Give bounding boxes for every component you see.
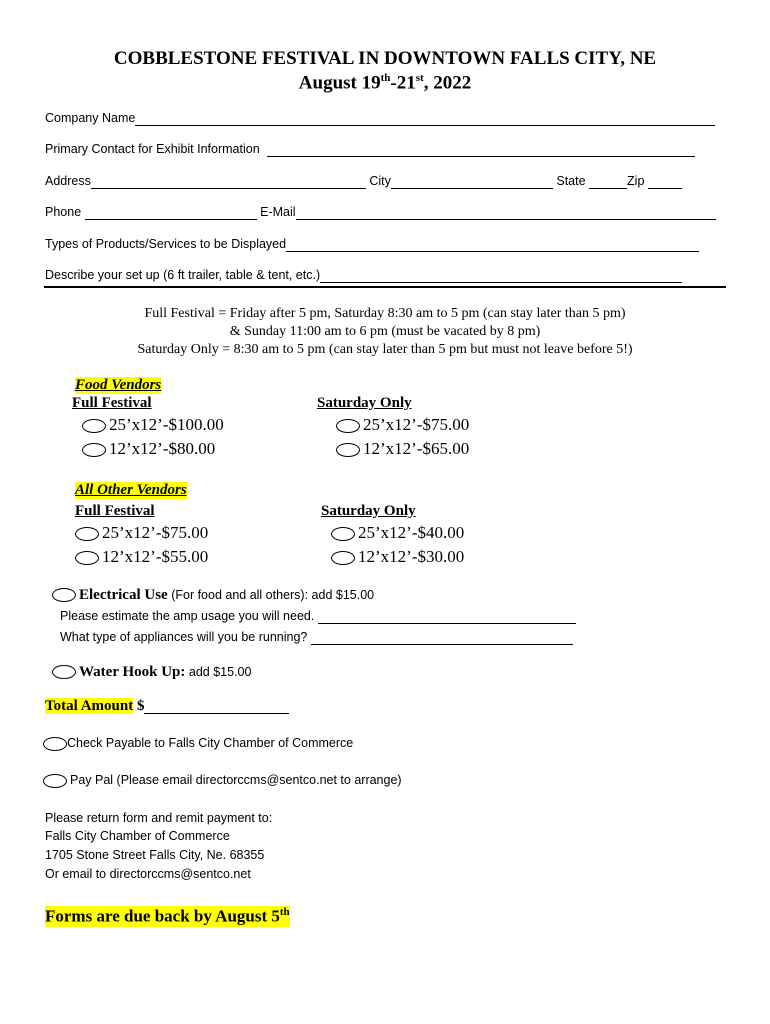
amp-usage-label: Please estimate the amp usage you will need.	[60, 609, 315, 623]
dates-start-suffix: th	[380, 72, 391, 84]
return-line3: 1705 Stone Street Falls City, Ne. 68355	[45, 848, 265, 862]
other-sat-option-small-label: 12’x12’-$30.00	[358, 547, 465, 566]
schedule-full-line2: & Sunday 11:00 am to 6 pm (must be vacated by 8 pm)	[229, 324, 541, 339]
food-saturday-heading: Saturday Only	[317, 395, 412, 411]
contact-row	[45, 142, 695, 157]
radio-oval-icon[interactable]	[52, 665, 76, 679]
water-label: Water Hook Up:	[79, 664, 186, 680]
electrical-label: Electrical Use	[79, 587, 168, 603]
electrical-note: (For food and all others): add $15.00	[167, 588, 375, 602]
return-line1: Please return form and remit payment to:	[45, 811, 273, 825]
schedule-saturday: Saturday Only = 8:30 am to 5 pm (can stay later than 5 pm but must not leave before 5!)	[137, 342, 633, 357]
zip-label: Zip	[627, 174, 645, 188]
radio-oval-icon[interactable]	[75, 551, 99, 565]
setup-field[interactable]	[320, 269, 682, 283]
dates-year: , 2022	[423, 72, 472, 94]
appliances-field[interactable]	[311, 631, 573, 645]
phone-field[interactable]	[85, 206, 257, 220]
other-full-option-large[interactable]	[75, 523, 208, 543]
food-full-option-large[interactable]	[82, 415, 224, 435]
total-row	[45, 698, 289, 715]
form-title: COBBLESTONE FESTIVAL IN DOWNTOWN FALLS CITY, NE	[113, 48, 657, 69]
state-field[interactable]	[589, 175, 627, 189]
city-label: City	[369, 174, 391, 188]
food-sat-option-large[interactable]	[336, 415, 469, 435]
dates-start: August 19	[298, 72, 381, 94]
event-dates	[0, 72, 770, 94]
radio-oval-icon[interactable]	[331, 551, 355, 565]
return-line2: Falls City Chamber of Commerce	[45, 829, 230, 843]
radio-oval-icon[interactable]	[52, 588, 76, 602]
other-sat-option-large[interactable]	[331, 523, 464, 543]
radio-oval-icon[interactable]	[75, 527, 99, 541]
address-label: Address	[45, 174, 91, 188]
other-sat-option-small[interactable]	[331, 547, 464, 567]
email-field[interactable]	[296, 206, 716, 220]
food-sat-option-large-label: 25’x12’-$75.00	[363, 415, 470, 434]
food-vendors-heading: Food Vendors	[75, 377, 162, 393]
radio-oval-icon[interactable]	[336, 419, 360, 433]
pay-check-option[interactable]	[43, 736, 353, 751]
total-currency: $	[136, 698, 145, 714]
pay-check-label: Check Payable to Falls City Chamber of Commerce	[67, 736, 354, 750]
pay-paypal-label: Pay Pal (Please email directorccms@sentco.net to arrange)	[70, 773, 402, 787]
food-sat-option-small[interactable]	[336, 439, 469, 459]
due-date-suffix: th	[279, 906, 290, 918]
other-full-festival-heading: Full Festival	[75, 503, 155, 519]
due-date-notice	[45, 906, 290, 927]
company-name-field[interactable]	[135, 112, 715, 126]
food-full-option-large-label: 25’x12’-$100.00	[109, 415, 224, 434]
radio-oval-icon[interactable]	[82, 419, 106, 433]
food-sat-option-small-label: 12’x12’-$65.00	[363, 439, 470, 458]
appliances-row	[60, 630, 573, 645]
dates-end-suffix: st	[415, 72, 424, 84]
contact-label: Primary Contact for Exhibit Information	[45, 142, 260, 156]
other-saturday-heading: Saturday Only	[321, 503, 416, 519]
other-full-option-small[interactable]	[75, 547, 208, 567]
company-name-row	[45, 111, 715, 126]
products-row	[45, 237, 699, 252]
dates-end: -21	[390, 72, 416, 94]
products-label: Types of Products/Services to be Displayed	[45, 237, 287, 251]
section-divider	[44, 286, 726, 288]
amp-usage-field[interactable]	[318, 610, 576, 624]
water-note: add $15.00	[185, 665, 252, 679]
address-row	[45, 174, 682, 189]
radio-oval-icon[interactable]	[82, 443, 106, 457]
pay-paypal-option[interactable]	[43, 773, 402, 788]
radio-oval-icon[interactable]	[336, 443, 360, 457]
radio-oval-icon[interactable]	[43, 774, 67, 788]
setup-label: Describe your set up (6 ft trailer, table & tent, etc.)	[45, 268, 321, 282]
schedule-full-line1: Full Festival = Friday after 5 pm, Saturday 8:30 am to 5 pm (can stay later than 5 pm)	[144, 306, 626, 321]
other-full-option-large-label: 25’x12’-$75.00	[102, 523, 209, 542]
total-amount-field[interactable]	[144, 700, 289, 714]
food-full-option-small-label: 12’x12’-$80.00	[109, 439, 216, 458]
state-label: State	[556, 174, 586, 188]
total-label: Total Amount	[45, 698, 134, 714]
company-name-label: Company Name	[45, 111, 136, 125]
phone-row	[45, 205, 716, 220]
radio-oval-icon[interactable]	[331, 527, 355, 541]
electrical-option[interactable]	[52, 586, 374, 604]
appliances-label: What type of appliances will you be running?	[60, 630, 308, 644]
email-label: E-Mail	[260, 205, 296, 219]
setup-row	[45, 268, 682, 283]
water-option[interactable]	[52, 663, 251, 681]
city-field[interactable]	[391, 175, 553, 189]
other-full-option-small-label: 12’x12’-$55.00	[102, 547, 209, 566]
address-field[interactable]	[91, 175, 366, 189]
other-vendors-heading: All Other Vendors	[75, 482, 187, 498]
food-full-option-small[interactable]	[82, 439, 215, 459]
radio-oval-icon[interactable]	[43, 737, 67, 751]
amp-usage-row	[60, 609, 576, 624]
other-sat-option-large-label: 25’x12’-$40.00	[358, 523, 465, 542]
phone-label: Phone	[45, 205, 82, 219]
contact-field[interactable]	[267, 143, 695, 157]
products-field[interactable]	[286, 238, 699, 252]
return-line4: Or email to directorccms@sentco.net	[45, 867, 251, 881]
zip-field[interactable]	[648, 175, 682, 189]
food-full-festival-heading: Full Festival	[72, 395, 152, 411]
due-date-text: Forms are due back by August 5	[45, 906, 280, 926]
